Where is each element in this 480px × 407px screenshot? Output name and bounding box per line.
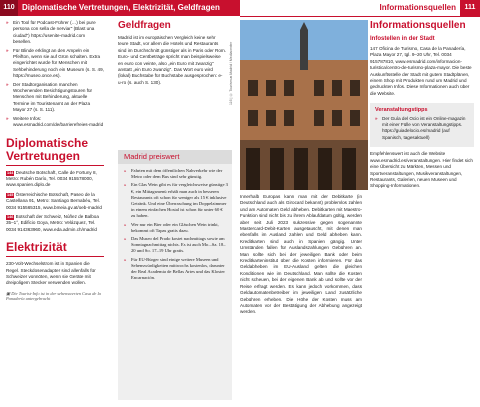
info-sources-column: [370, 20, 474, 193]
infobox-budget: [118, 150, 232, 400]
section-title-electricity: Elektrizität: [6, 241, 104, 257]
section-title-info: Informationsquellen: [370, 20, 466, 31]
photo-credit: 116 | © Tourismus Madrid / Mediacenter: [229, 41, 233, 105]
infobox-body: [124, 168, 228, 283]
payment-column: [240, 194, 362, 319]
map-pin-badge: 146: [7, 214, 14, 219]
embassy-text: Österreichische Botschaft, Paseo de la Castellana 91, Metro: Santiago Bernabéu, Tel. 0034 915565315, www.bmeia.gv.at/oeb-madrid: [6, 191, 102, 210]
embassy-entry: [6, 192, 104, 211]
list-item: » Weitere Infos: www.esmadrid.com/de/barrierefreies-madrid: [6, 116, 104, 129]
plaza-mayor-photo: [240, 20, 368, 190]
infobox-title: Madrid preiswert: [118, 150, 232, 164]
right-page-header: [240, 0, 480, 17]
intro-list: [6, 20, 104, 129]
list-item: » Ein Glas Wein gibt es für vergleichsweise günstige 3 €, ein Mittagsmenü erhält man auch in besseren Restaurants oft schon für weniger als 15 € inklusive Getränk. Und eine Überraschung im Doppelzimmer in einem einfachen Hostal ist schon für unter 60 € zu haben.: [124, 182, 228, 219]
embassy-entry: [6, 170, 104, 189]
list-item: » Wer nur ein Bier oder ein Gläschen Wein trinkt, bekommt oft Tapas gratis dazu.: [124, 222, 228, 234]
photo-caption: ▣ Die Tourist-Info ist in der sehenswerten Casa de la Panadería untergebracht: [6, 290, 101, 302]
electricity-text: 230-Volt-Wechselstrom ist in Spanien die Regel. Steckdosenadapter sind allenfalls für Schweizer vonnöten, wenn sie Geräte mit dreipoligem Stecker verwenden wollen.: [6, 261, 96, 286]
embassy-text: Botschaft der Schweiz, Núñez de Balboa 35–1°, Edificio Goya, Metro: Velázquez, Tel. 0034 914363960, www.eda.admin.ch/madrid: [6, 213, 99, 232]
list-item: » Ein Tool für Podcast-Führer (…) bei pure persona con sella de nerviar" (Blast una ciudad") https://usenite-madrid.com besellen.: [6, 20, 104, 46]
list-item: » Für EU-Bürger sind einige weitere Museen und Sehenswürdigkeiten mittwochs kostenlos, darunter der Real Academia de Bellas Artes und das Kloster Encarnación.: [124, 257, 228, 282]
section-title-money: Geldfragen: [118, 20, 171, 31]
camera-icon: ▣: [6, 290, 11, 296]
list-item: » Der Guía del Ocio ist ein Online-magazin mit einer Fülle von Veranstaltungstipps. https://guiadelocio.es/madrid (auf Spanisch, tagesaktuell): [375, 116, 469, 142]
left-page-title: Diplomatische Vertretungen, Elektrizität, Geldfragen: [22, 3, 220, 12]
money-text: Madrid ist im europäischen Vergleich keine sehr teure Stadt, vor allem die Hotels und Restaurants sind im Durchschnitt günstiger als in Paris oder Rom. Euro- und Centbeträge spricht man beispielsweise en euro con veinte, also „ein Euro mit zwanzig" anstatt „ein Euro zwanzig". Das Wort euro wird (lokal) Buchstabe für Buchstabe ausgesprochen: e-u-ro (s. auch S. 130).: [118, 35, 226, 85]
payment-text: Innerhalb Europas kann man mit der Debitkarte (in Deutschland auch als Girocard bekannt) problemlos zahlen und am Automaten Geld abheben. Debitkarten mit Maestro-Funktion sind nicht bis zu ihrem Ablaufdatum gültig, werden aber seit Juli 2023 sukzessive gegen sogenannte Mastercard-Debit-Karten ausgetauscht, mit denen man ebenfalls im Ausland zahlen und Geld abheben kann. Kreditkarten sind auch in Spanien gängig. Unter Umständen fallen für Auslandszahlungen Gebühren an. Man sollte sich bei der jeweiligen Bank oder beim Kreditkarteninstitut über die Kosten informieren. Für das Geldabheben im EU-Ausland gelten die gleichen Konditionen wie im Deutschland. Man sollte die Kosten nicht scheuen, bei der eigenen Bank ab und sollte vor der Reise erfragt werden. Es kann jedoch vorkommen, dass Geldautomatenbetreiber im jeweiligen Land zusätzliche Gebühren erheben. Die Höhe der Kosten muss am Automaten vor der Bestätigung der Abhebung angezeigt werden.: [240, 194, 362, 315]
left-page-number: 110: [0, 0, 18, 16]
left-column: [6, 20, 104, 302]
list-item: » Das Museo del Prado kostet nachmittags sowie am Sonntagnachmittag nichts. Es ist auch Mo.–Sa. 18–20 und So. 17–19 Uhr gratis.: [124, 236, 228, 255]
right-page-number: 111: [460, 0, 480, 16]
subsection-title: Infostellen in der Stadt: [370, 36, 435, 42]
right-page-title: Informationsquellen: [379, 3, 456, 12]
list-item: » Fahrten mit dem öffentlichen Nahverkehr wie der Metro oder dem Bus sind sehr günstig.: [124, 168, 228, 180]
events-extra-text: Empfehlenswert ist auch die Website www.esmadrid.es/veranstaltungen. Hier findet sich eine Übersicht zu Märkten, Messen und Sportveranstaltungen, Musikveranstaltungen, Restaurants, Galerien, neuen Museen und Shopping-Informationen.: [370, 151, 473, 189]
embassy-entry: [6, 214, 104, 233]
embassy-text: Deutsche Botschaft, Calle de Fortuny 8, Metro: Rubén Darío, Tel. 0034 915578000, www.spanien.diplo.de: [6, 169, 97, 188]
events-box-title: Veranstaltungstipps: [375, 107, 428, 114]
map-pin-badge: 144: [7, 170, 14, 175]
building-illustration: [240, 20, 368, 190]
left-page-header: [0, 0, 240, 16]
tourist-office-text: 147 Oficina de Turismo, Casa de la Panadería, Plaza Mayor 27, tgl. 9–20 Uhr, Tel. 0034 915787810, www.esmadrid.com/informacion-turistica/centro-de-turismo-plaza-mayor. Die beste Auskunftsstelle der Stadt mit gutem Stadtplänen, einem Shop mit Produkten rund um Madrid und gedruckten Infos. Diese Informationen auch über die Website.: [370, 46, 472, 96]
list-item: » Für Blinde erklingt an den Ampeln ein Pfeifton, wenn sie auf Grün schalten. Extra eingerichtet wurde für Menschen mit Sehbehinderung noch ein Museum (s. S. 49, https://museo.once.es).: [6, 48, 104, 80]
map-pin-badge: 145: [7, 192, 14, 197]
list-item: » Der Stadtorganisation manchen Wochenenden Besichtigungstouren für Menschen mit Behinderung, aktuelle Termine im Touristenamt an der Plaza Mayor 27 (s. S. 111).: [6, 82, 104, 114]
events-box: [370, 103, 474, 147]
money-column: [118, 20, 226, 89]
section-title-embassies: Diplomatische Vertretungen: [6, 137, 104, 166]
